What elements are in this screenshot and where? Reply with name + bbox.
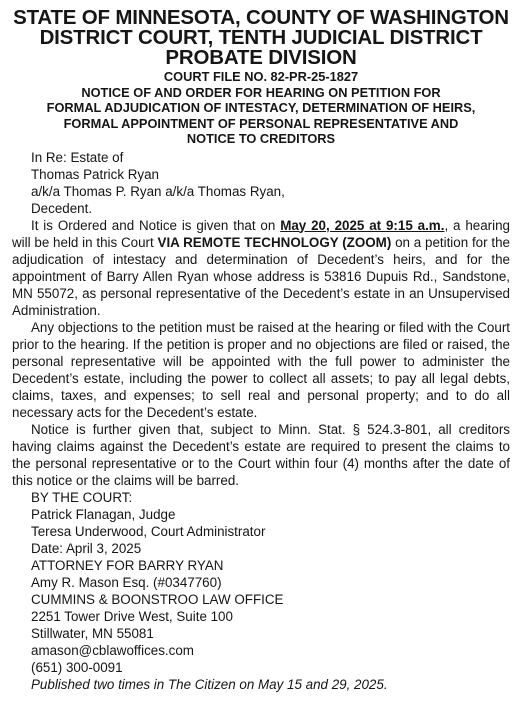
in-re-block (12, 149, 510, 217)
text-run: on a petition for the adjudication of intestacy and determination of Decedent’s heirs, and for the appointment of Barry Allen Ryan whose address is 53816 Dupuis Rd., Sandstone, MN 55072, as personal representative of the Decedent’s estate in an Unsupervised Administration. (12, 234, 510, 318)
signature-line: ATTORNEY FOR BARRY RYAN (31, 557, 224, 573)
heading-line: PROBATE DIVISION (165, 46, 357, 69)
remote-notice: VIA REMOTE TECHNOLOGY (ZOOM) (157, 234, 392, 250)
signature-line: Amy R. Mason Esq. (#0347760) (31, 574, 222, 590)
heading-line: STATE OF MINNESOTA, COUNTY OF WASHINGTON (13, 6, 509, 29)
in-re-line: In Re: Estate of (31, 149, 124, 165)
hearing-paragraph (12, 217, 510, 319)
title-line: NOTICE OF AND ORDER FOR HEARING ON PETITION FOR (81, 84, 441, 100)
signature-line: BY THE COURT: (31, 489, 133, 505)
publication-note: Published two times in The Citizen on May 15 and 29, 2025. (31, 676, 388, 692)
text-run: , a hearing will be held in this Court (12, 217, 510, 250)
signature-line: Date: April 3, 2025 (31, 540, 142, 556)
title-line: NOTICE TO CREDITORS (186, 131, 336, 146)
objections-paragraph: Any objections to the petition must be raised at the hearing or filed with the Court prior to the hearing. If the petition is proper and no objections are filed or raised, the personal representative will be appointed with the full power to administer the Decedent’s estate, including the power to collect all assets; to pay all legal debts, claims, taxes, and expenses; to sell real and personal property; and to do all necessary acts for the Decedent’s estate. (12, 319, 510, 420)
heading-line: DISTRICT COURT, TENTH JUDICIAL DISTRICT (39, 26, 483, 49)
court-heading (12, 8, 510, 68)
title-line: FORMAL APPOINTMENT OF PERSONAL REPRESENTATIVE AND (63, 115, 459, 131)
creditors-paragraph: Notice is further given that, subject to Minn. Stat. § 524.3-801, all creditors having claims against the Decedent’s estate are required to present the claims to the personal representative or to the Court within four (4) months after the date of this notice or the claims will be barred. (12, 421, 510, 488)
notice-body (12, 149, 510, 693)
court-file-number: COURT FILE NO. 82-PR-25-1827 (163, 69, 359, 84)
text-run: It is Ordered and Notice is given that on (31, 217, 281, 233)
signature-line: Patrick Flanagan, Judge (31, 506, 176, 522)
hearing-date: May 20, 2025 at 9:15 a.m. (280, 217, 445, 233)
in-re-line: Decedent. (31, 200, 93, 216)
signature-line: Teresa Underwood, Court Administrator (31, 523, 266, 539)
attorney-phone: (651) 300-0091 (31, 659, 123, 675)
in-re-line: Thomas Patrick Ryan (31, 166, 159, 182)
in-re-line: a/k/a Thomas P. Ryan a/k/a Thomas Ryan, (31, 183, 285, 199)
signature-line: CUMMINS & BOONSTROO LAW OFFICE (31, 591, 284, 607)
signature-line: 2251 Tower Drive West, Suite 100 (31, 608, 233, 624)
notice-title (12, 69, 510, 147)
attorney-email: amason@cblawoffices.com (31, 642, 194, 658)
title-line: FORMAL ADJUDICATION OF INTESTACY, DETERMINATION OF HEIRS, (46, 100, 476, 115)
signature-block (12, 489, 510, 693)
signature-line: Stillwater, MN 55081 (31, 625, 154, 641)
